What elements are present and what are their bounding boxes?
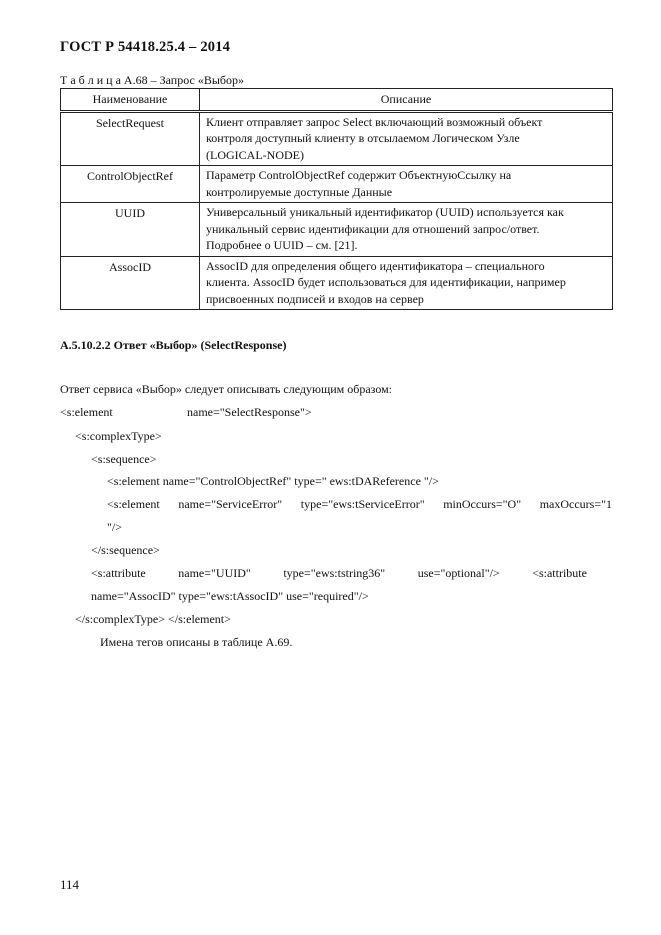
description-line: Подробнее о UUID – см. [21]. [206, 238, 358, 252]
code-line-5b: "/> [107, 520, 122, 534]
code-token: name="ServiceError" [178, 497, 283, 511]
code-line-3: <s:sequence> [91, 452, 157, 466]
code-line-6: </s:sequence> [91, 543, 160, 557]
description-line: Универсальный уникальный идентификатор (UUID) используется как [206, 205, 564, 219]
code-line-8: name="AssocID" type="ews:tAssocID" use="required"/> [91, 589, 369, 603]
standard-designation: ГОСТ Р 54418.25.4 – 2014 [60, 39, 231, 55]
table-reference-note: Имена тегов описаны в таблице А.69. [100, 635, 293, 649]
code-token: <s:attribute [532, 566, 587, 580]
code-line-2: <s:complexType> [75, 429, 162, 443]
code-line-1a: <s:element [60, 405, 113, 419]
code-token: <s:attribute [91, 566, 146, 580]
description-line: Клиент отправляет запрос Select включающий возможный объект [206, 114, 543, 129]
description-line: AssocID для определения общего идентификатора – специального [206, 258, 545, 273]
row-name: UUID [61, 203, 200, 257]
table-header-row [61, 89, 613, 112]
row-description [200, 203, 613, 257]
row-description [200, 166, 613, 203]
column-header-name: Наименование [61, 89, 200, 112]
row-description [200, 256, 613, 310]
intro-text: Ответ сервиса «Выбор» следует описывать следующим образом: [60, 382, 393, 396]
code-token: minOccurs="O" [443, 497, 522, 511]
description-line: (LOGICAL-NODE) [206, 147, 304, 162]
row-name: AssocID [61, 256, 200, 310]
page-number: 114 [60, 877, 80, 892]
description-line: клиента. AssocID будет использоваться для идентификации, например [206, 275, 566, 289]
description-line: контроля доступный клиенту в отсылаемом Логическом Узле [206, 131, 520, 145]
description-line: уникальный сервис идентификации для отношений запрос/ответ. [206, 221, 540, 236]
code-line-4: <s:element name="ControlObjectRef" type=" ews:tDAReference "/> [107, 474, 439, 488]
table-row [61, 256, 613, 310]
code-token: use="optional"/> [417, 566, 500, 580]
description-line: присвоенных подписей и входов на сервер [206, 291, 424, 306]
code-line-1b: name="SelectResponse"> [187, 405, 312, 419]
table-row [61, 203, 613, 257]
table-caption: Т а б л и ц а А.68 – Запрос «Выбор» [60, 73, 244, 87]
code-line-5 [107, 497, 612, 512]
row-name: SelectRequest [61, 111, 200, 166]
column-header-description: Описание [200, 89, 613, 112]
description-line: контролируемые доступные Данные [206, 184, 393, 199]
code-token: name="UUID" [178, 566, 251, 580]
code-token: type="ews:tServiceError" [300, 497, 425, 511]
row-description [200, 111, 613, 166]
table-row [61, 111, 613, 166]
section-heading: А.5.10.2.2 Ответ «Выбор» (SelectResponse) [60, 338, 287, 352]
code-token: type="ews:tstring36" [283, 566, 386, 580]
code-line-9: </s:complexType> </s:element> [75, 612, 231, 626]
requests-table [60, 88, 613, 310]
row-name: ControlObjectRef [61, 166, 200, 203]
code-line-7 [91, 566, 587, 581]
code-token: <s:element [107, 497, 160, 511]
table-row [61, 166, 613, 203]
code-token: maxOccurs="1 [539, 497, 612, 511]
description-line: Параметр ControlObjectRef содержит ОбъектнуюСсылку на [206, 168, 512, 182]
